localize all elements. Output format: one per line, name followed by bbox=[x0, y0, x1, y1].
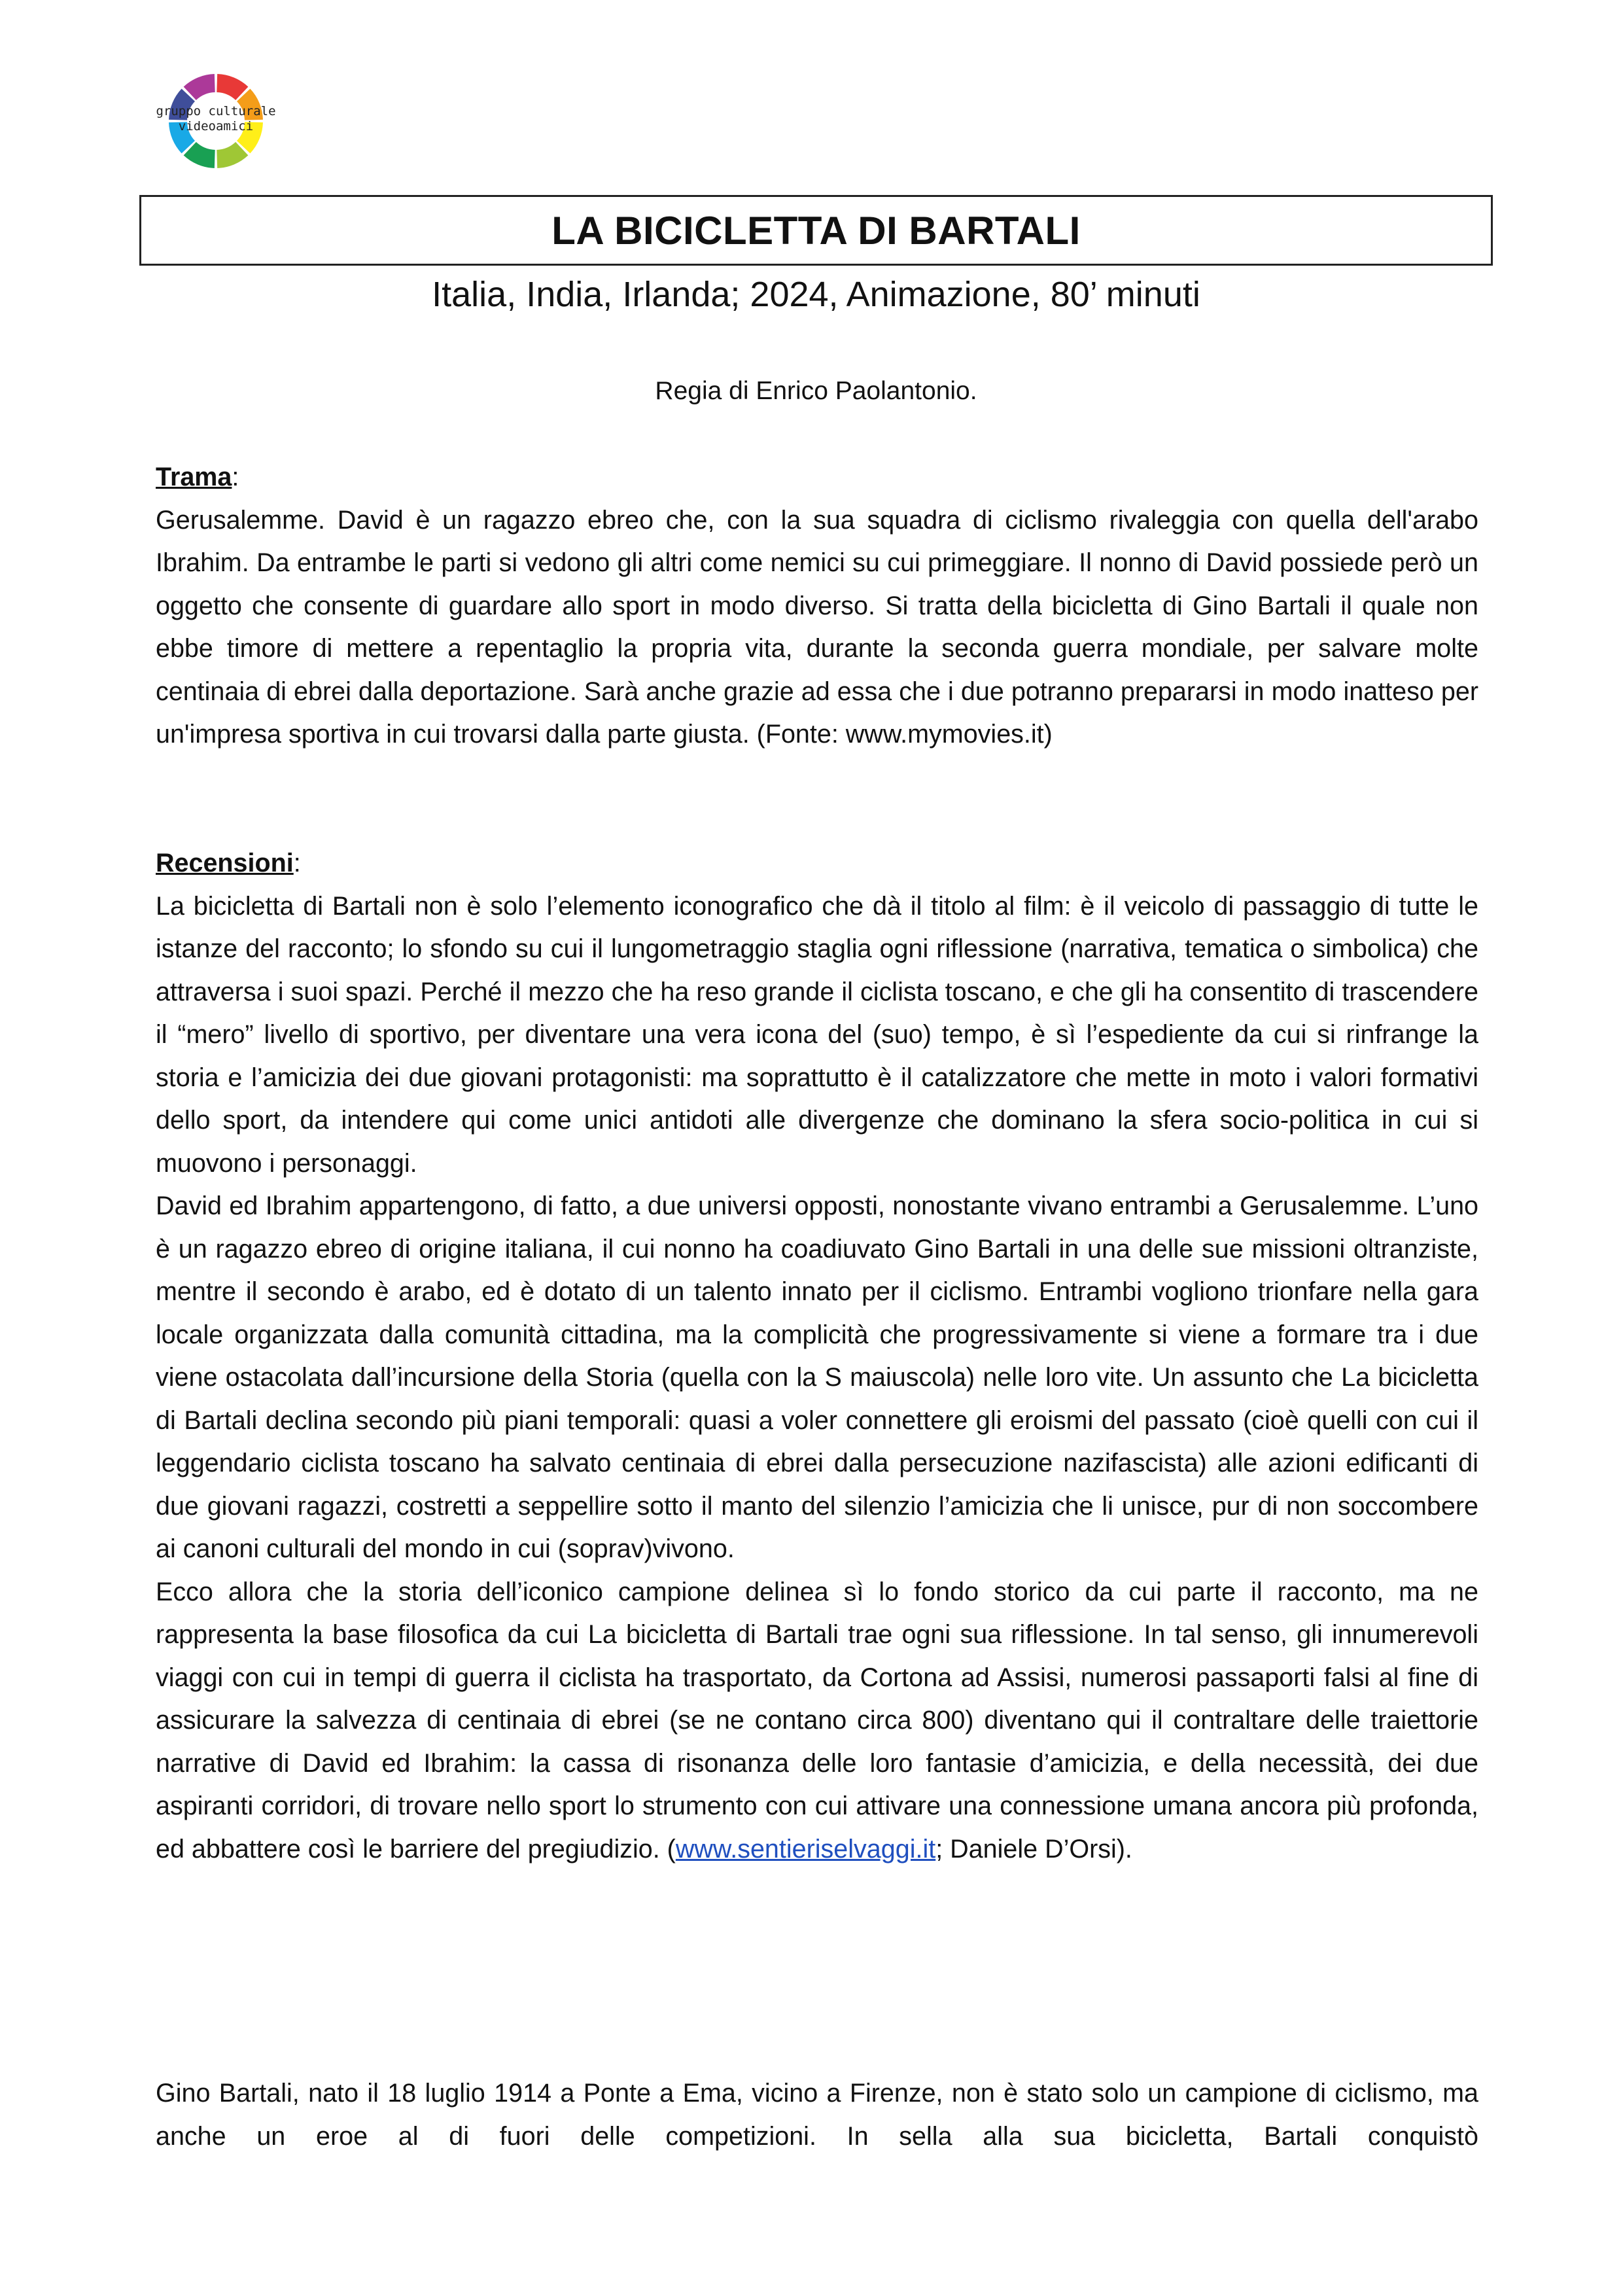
recensioni-p3-source: ; Daniele D’Orsi). bbox=[935, 1834, 1132, 1863]
recensioni-heading-line bbox=[156, 842, 1478, 885]
logo bbox=[134, 59, 298, 183]
recensioni-paragraph-1: La bicicletta di Bartali non è solo l’elemento iconografico che dà il titolo al film: è il veicolo di passaggio di tutte le istanze del racconto; lo sfondo su cui il lungometraggio staglia ogni riflessione (narrativa, tematica o simbolica) che attraversa i suoi spazi. Perché il mezzo che ha reso grande il ciclista toscano, e che gli ha consentito di trascendere il “mero” livello di sportivo, per diventare una vera icona del (suo) tempo, è sì l’espediente da cui si rinfrange la storia e l’amicizia dei due giovani protagonisti: ma soprattutto è il catalizzatore che mette in moto i valori formativi dello sport, da intendere qui come unici antidoti alle divergenze che dominano la sfera socio-politica in cui si muovono i personaggi. bbox=[156, 891, 1478, 1178]
title-box bbox=[139, 195, 1493, 266]
bio-section bbox=[156, 2072, 1478, 2158]
trama-heading: Trama bbox=[156, 463, 232, 491]
bio-paragraph: Gino Bartali, nato il 18 luglio 1914 a Ponte a Ema, vicino a Firenze, non è stato solo un campione di ciclismo, ma anche un eroe al di fuori delle competizioni. In sella alla sua bicicletta, Bartali conquistò bbox=[156, 2079, 1478, 2151]
trama-colon: : bbox=[232, 463, 239, 491]
film-info: Italia, India, Irlanda; 2024, Animazione, 80’ minuti bbox=[432, 275, 1200, 314]
page-title: LA BICICLETTA DI BARTALI bbox=[551, 208, 1081, 253]
source-link[interactable]: www.sentieriselvaggi.it bbox=[675, 1834, 936, 1863]
recensioni-colon: : bbox=[293, 849, 301, 877]
color-wheel-logo-icon bbox=[134, 59, 298, 183]
trama-section bbox=[156, 456, 1478, 756]
trama-text: Gerusalemme. David è un ragazzo ebreo che, con la sua squadra di ciclismo rivaleggia con quella dell'arabo Ibrahim. Da entrambe le parti si vedono gli altri come nemici su cui primeggiare. Il nonno di David possiede però un oggetto che consente di guardare allo sport in modo diverso. Si tratta della bicicletta di Gino Bartali il quale non ebbe timore di mettere a repentaglio la propria vita, durante la seconda guerra mondiale, per salvare molte centinaia di ebrei dalla deportazione. Sarà anche grazie ad essa che i due potranno prepararsi in modo inatteso per un'impresa sportiva in cui trovarsi dalla parte giusta. (Fonte: www.mymovies.it) bbox=[156, 505, 1478, 749]
recensioni-section bbox=[156, 842, 1478, 1871]
recensioni-heading: Recensioni bbox=[156, 849, 294, 877]
logo-line1: gruppo culturale bbox=[156, 104, 276, 118]
recensioni-p3-text: Ecco allora che la storia dell’iconico campione delinea sì lo fondo storico da cui parte il racconto, ma ne rappresenta la base filosofica da cui La bicicletta di Bartali trae ogni sua riflessione. In tal senso, gli innumerevoli viaggi con cui in tempi di guerra il ciclista ha trasportato, da Cortona ad Assisi, numerosi passaporti falsi al fine di assicurare la salvezza di centinaia di ebrei (se ne contano circa 800) diventano qui il contraltare delle traiettorie narrative di David ed Ibrahim: la cassa di risonanza delle loro fantasie d’amicizia, e della necessità, dei due aspiranti corridori, di trovare nello sport lo strumento con cui attivare una connessione umana ancora più profonda, ed abbattere così le barriere del pregiudizio. ( bbox=[156, 1577, 1478, 1863]
recensioni-paragraph-3 bbox=[156, 1571, 1478, 1871]
trama-heading-line bbox=[156, 456, 1478, 499]
director-line: Regia di Enrico Paolantonio. bbox=[655, 377, 977, 405]
recensioni-paragraph-2: David ed Ibrahim appartengono, di fatto, a due universi opposti, nonostante vivano entrambi a Gerusalemme. L’uno è un ragazzo ebreo di origine italiana, il cui nonno ha coadiuvato Gino Bartali in una delle sue missioni oltranziste, mentre il secondo è arabo, ed è dotato di un talento innato per il ciclismo. Entrambi vogliono trionfare nella gara locale organizzata dalla comunità cittadina, ma la complicità che progressivamente si viene a formare tra i due viene ostacolata dall’incursione della Storia (quella con la S maiuscola) nelle loro vite. Un assunto che La bicicletta di Bartali declina secondo più piani temporali: quasi a voler connettere gli eroismi del passato (cioè quelli con cui il leggendario ciclista toscano ha salvato centinaia di ebrei dalla persecuzione nazifascista) alle azioni edificanti di due giovani ragazzi, costretti a seppellire sotto il manto del silenzio l’amicizia che li unisce, pur di non soccombere ai canoni culturali del mondo in cui (soprav)vivono. bbox=[156, 1192, 1478, 1563]
logo-line2: videoamici bbox=[178, 119, 254, 133]
